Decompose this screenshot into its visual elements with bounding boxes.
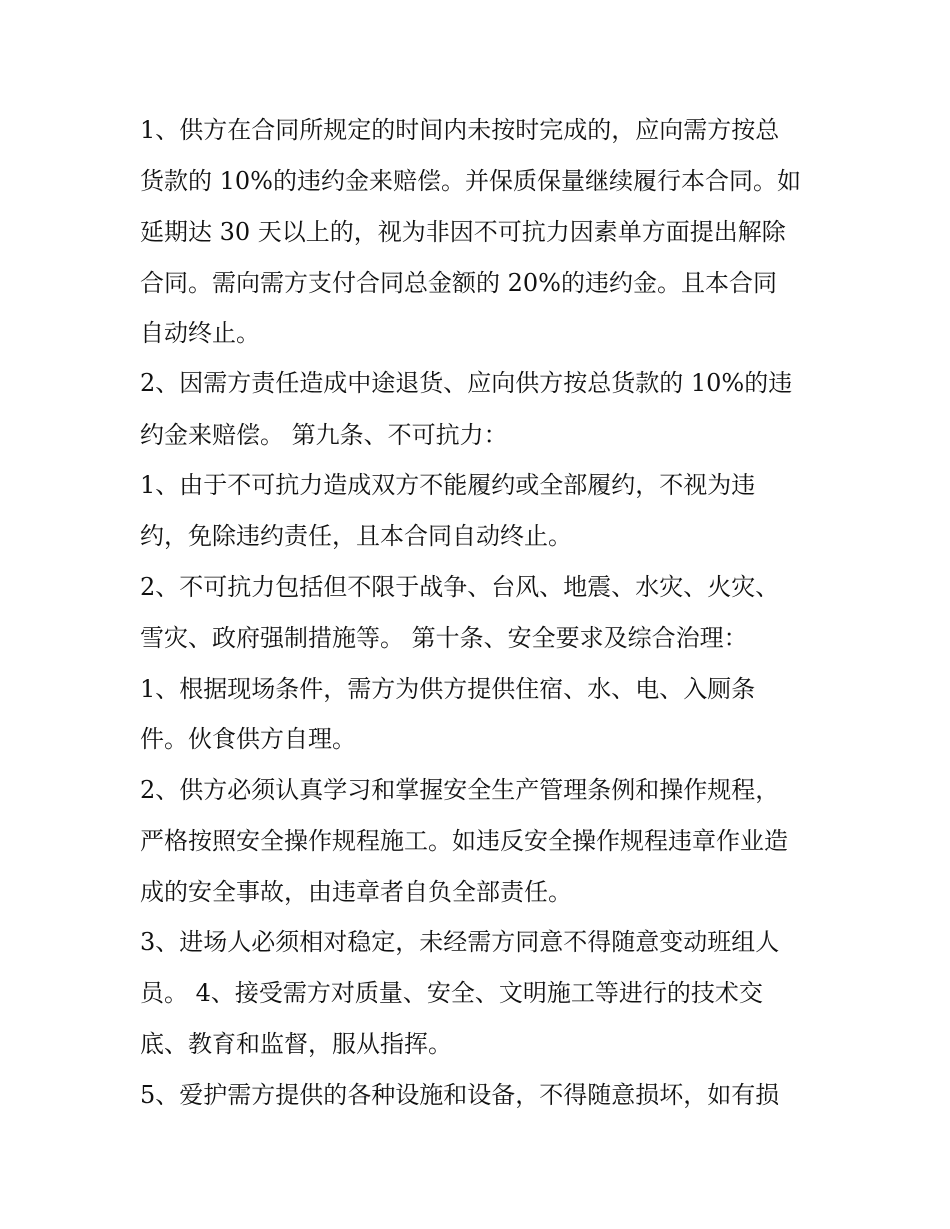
- text-line: 2、因需方责任造成中途退货、应向供方按总货款的 10%的违: [140, 369, 793, 397]
- text-line: 员。 4、接受需方对质量、安全、文明施工等进行的技术交: [140, 979, 763, 1007]
- text-line: 1、供方在合同所规定的时间内未按时完成的，应向需方按总: [140, 116, 780, 144]
- text-line: 货款的 10%的违约金来赔偿。并保质保量继续履行本合同。如: [140, 167, 801, 195]
- text-line: 雪灾、政府强制措施等。 第十条、安全要求及综合治理：: [140, 624, 748, 652]
- text-line: 自动终止。: [140, 319, 260, 347]
- text-line: 1、由于不可抗力造成双方不能履约或全部履约，不视为违: [140, 471, 756, 499]
- text-line: 3、进场人必须相对稳定，未经需方同意不得随意变动班组人: [140, 928, 780, 956]
- text-line: 件。伙食供方自理。: [140, 725, 356, 753]
- text-line: 2、不可抗力包括但不限于战争、台风、地震、水灾、火灾、: [140, 573, 780, 601]
- text-line: 底、教育和监督，服从指挥。: [140, 1030, 452, 1058]
- text-line: 2、供方必须认真学习和掌握安全生产管理条例和操作规程，: [140, 776, 780, 804]
- text-line: 5、爱护需方提供的各种设施和设备，不得随意损坏，如有损: [140, 1081, 780, 1109]
- text-line: 约，免除违约责任，且本合同自动终止。: [140, 522, 572, 550]
- text-line: 成的安全事故，由违章者自负全部责任。: [140, 878, 572, 906]
- text-line: 约金来赔偿。 第九条、不可抗力：: [140, 421, 508, 449]
- text-line: 1、根据现场条件，需方为供方提供住宿、水、电、入厕条: [140, 675, 756, 703]
- text-line: 合同。需向需方支付合同总金额的 20%的违约金。且本合同: [140, 269, 777, 297]
- text-line: 严格按照安全操作规程施工。如违反安全操作规程违章作业造: [140, 827, 788, 855]
- text-line: 延期达 30 天以上的，视为非因不可抗力因素单方面提出解除: [140, 218, 786, 246]
